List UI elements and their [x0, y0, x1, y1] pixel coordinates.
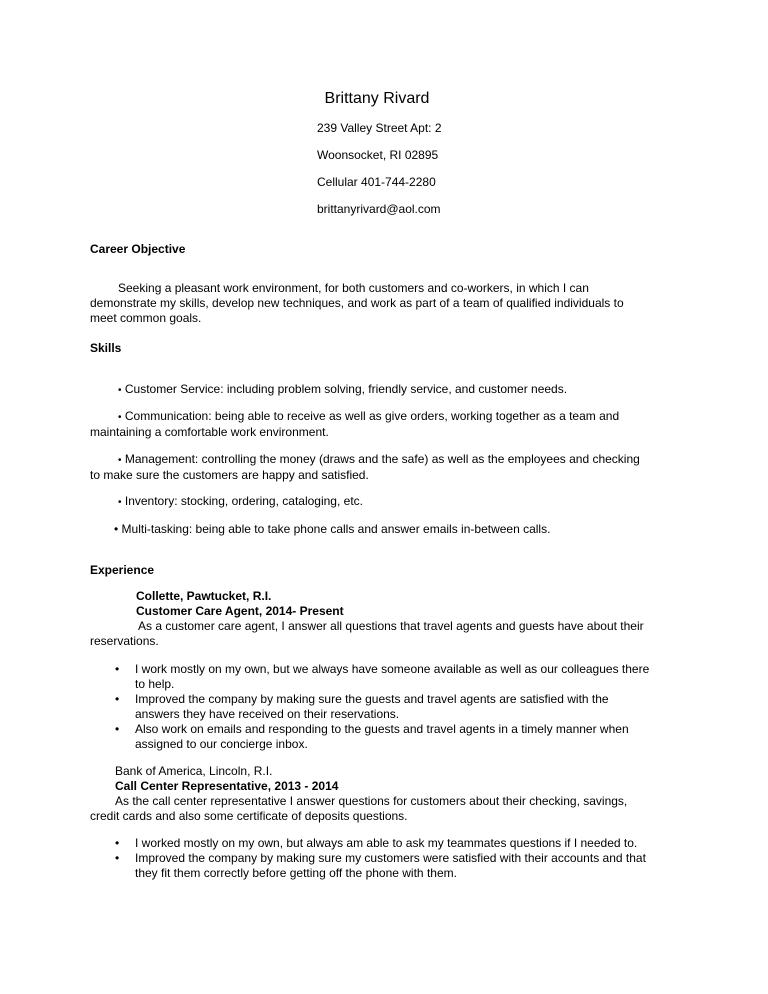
city-line: Woonsocket, RI 02895	[317, 148, 439, 162]
phone-line: Cellular 401-744-2280	[317, 175, 436, 189]
skill-line-2: maintaining a comfortable work environment.	[90, 425, 329, 439]
objective-line-3: meet common goals.	[90, 311, 202, 325]
list-item-line-2: to help.	[135, 677, 175, 691]
contact-header	[317, 90, 517, 229]
job1-desc-line-1: As a customer care agent, I answer all questions that travel agents and guests have about their	[138, 619, 644, 633]
job2-bullet-list	[90, 836, 690, 881]
list-item-line-2: they fit them correctly before getting off the phone with them.	[135, 866, 457, 880]
job2-header	[115, 764, 338, 794]
list-item	[90, 851, 690, 881]
list-item-line-1: Improved the company by making sure the guests and travel agents are satisfied with the	[135, 692, 609, 706]
objective-line-1: Seeking a pleasant work environment, for both customers and co-workers, in which I can	[118, 281, 589, 295]
skill-item	[90, 382, 690, 398]
job1-bullet-list	[90, 662, 690, 752]
job2-desc-line-2: credit cards and also some certificate of deposits questions.	[90, 809, 408, 823]
list-item-line-1: Also work on emails and responding to the guests and travel agents in a timely manner when	[135, 722, 629, 736]
objective-line-2: demonstrate my skills, develop new techniques, and work as part of a team of qualified individuals to	[90, 296, 624, 310]
skill-item	[90, 494, 690, 510]
objective-title: Career Objective	[90, 242, 186, 256]
skill-line-1: Customer Service: including problem solving, friendly service, and customer needs.	[124, 382, 568, 396]
job2-role: Call Center Representative, 2013 - 2014	[115, 779, 339, 793]
list-item	[90, 836, 690, 851]
bullet: •	[115, 722, 120, 736]
skill-line-2: to make sure the customers are happy and satisfied.	[90, 468, 369, 482]
skills-title: Skills	[90, 341, 122, 355]
applicant-name: Brittany Rivard	[324, 90, 430, 107]
skill-item	[90, 452, 690, 483]
job1-header	[136, 589, 344, 619]
job1-desc-line-2: reservations.	[90, 634, 159, 648]
bullet: •	[118, 455, 122, 466]
skill-line-1: Inventory: stocking, ordering, cataloging, etc.	[124, 494, 363, 508]
list-item	[90, 722, 690, 752]
list-item-line-2: assigned to our concierge inbox.	[135, 737, 308, 751]
address-line: 239 Valley Street Apt: 2	[317, 121, 442, 135]
bullet: •	[115, 851, 120, 865]
skill-line-1: Management: controlling the money (draws and the safe) as well as the employees and checking	[124, 452, 640, 466]
list-item-line-2: answers they have received on their reservations.	[135, 707, 400, 721]
bullet: •	[118, 412, 122, 423]
experience-title: Experience	[90, 563, 155, 577]
bullet: •	[118, 497, 122, 508]
email-line: brittanyrivard@aol.com	[317, 202, 441, 216]
bullet: •	[115, 692, 120, 706]
job2-desc-line-1: As the call center representative I answer questions for customers about their checking, savings,	[115, 794, 628, 808]
skill-item	[90, 409, 690, 440]
job2-description	[90, 794, 690, 824]
bullet: •	[115, 836, 120, 850]
skill-multitasking: • Multi-tasking: being able to take phone calls and answer emails in-between calls.	[114, 522, 551, 536]
objective-text	[90, 281, 680, 326]
list-item-line-1: I work mostly on my own, but we always have someone available as well as our colleagues there	[135, 662, 650, 676]
job1-role: Customer Care Agent, 2014- Present	[136, 604, 344, 618]
bullet: •	[115, 662, 120, 676]
list-item-line-1: I worked mostly on my own, but always am able to ask my teammates questions if I needed to.	[135, 836, 638, 850]
job2-company: Bank of America, Lincoln, R.I.	[115, 764, 273, 778]
job1-company: Collette, Pawtucket, R.I.	[136, 589, 272, 603]
job1-description	[90, 619, 690, 649]
skill-line-1: Communication: being able to receive as well as give orders, working together as a team and	[124, 409, 620, 423]
list-item-line-1: Improved the company by making sure my customers were satisfied with their accounts and that	[135, 851, 646, 865]
list-item	[90, 662, 690, 692]
bullet: •	[118, 385, 122, 396]
list-item	[90, 692, 690, 722]
